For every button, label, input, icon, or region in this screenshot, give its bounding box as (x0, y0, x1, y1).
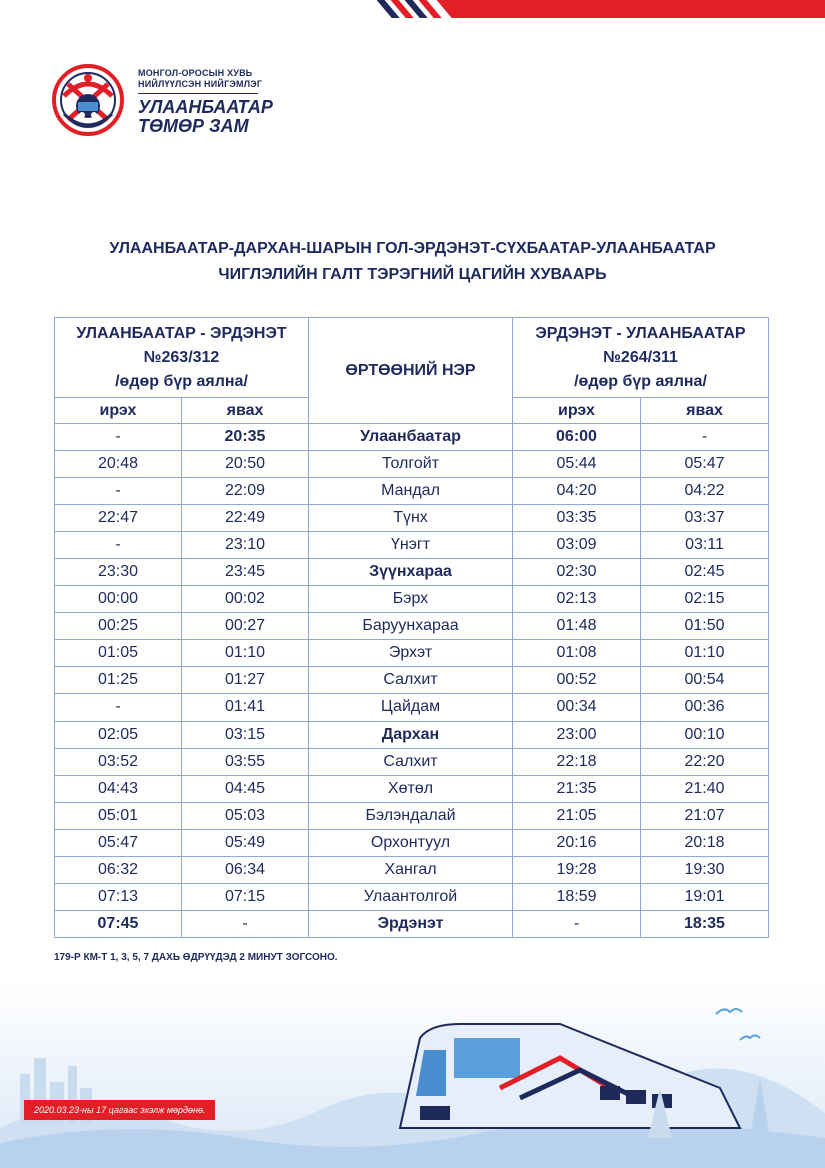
company-logo (50, 62, 290, 142)
left-arrive-cell: 00:00 (55, 586, 182, 613)
left-depart-header: явах (182, 398, 309, 424)
left-depart-cell: 05:49 (182, 829, 309, 856)
right-depart-cell: 01:10 (641, 640, 769, 667)
right-arrive-cell: 22:18 (513, 748, 641, 775)
right-depart-cell: 00:10 (641, 721, 769, 748)
right-depart-cell: - (641, 424, 769, 451)
page-title-line1: УЛААНБААТАР-ДАРХАН-ШАРЫН ГОЛ-ЭРДЭНЭТ-СҮХБААТАР-УЛААНБААТАР (109, 240, 716, 257)
page-title (0, 236, 825, 288)
right-route-name: ЭРДЭНЭТ - УЛААНБААТАР (535, 324, 746, 342)
right-arrive-cell: 00:52 (513, 667, 641, 694)
station-name-cell: Дархан (309, 721, 513, 748)
right-arrive-cell: 03:35 (513, 505, 641, 532)
station-header: ӨРТӨӨНИЙ НЭР (309, 318, 513, 424)
right-depart-cell: 04:22 (641, 478, 769, 505)
left-train-number: №263/312 (143, 348, 220, 366)
table-row (55, 451, 769, 478)
left-arrive-cell: 06:32 (55, 856, 182, 883)
table-row (55, 667, 769, 694)
timetable (54, 317, 769, 938)
table-row (55, 478, 769, 505)
table-row (55, 613, 769, 640)
table-row (55, 424, 769, 451)
left-depart-cell: - (182, 910, 309, 937)
top-stripes-decoration (365, 0, 825, 18)
left-arrive-cell: 22:47 (55, 505, 182, 532)
left-arrive-cell: - (55, 694, 182, 721)
left-depart-cell: 23:45 (182, 559, 309, 586)
station-name-cell: Бэрх (309, 586, 513, 613)
right-arrive-cell: 20:16 (513, 829, 641, 856)
left-depart-cell: 22:09 (182, 478, 309, 505)
station-name-cell: Хөтөл (309, 775, 513, 802)
right-arrive-cell: 00:34 (513, 694, 641, 721)
left-route-header (55, 318, 309, 398)
right-arrive-cell: 02:30 (513, 559, 641, 586)
left-route-name: УЛААНБААТАР - ЭРДЭНЭТ (76, 324, 287, 342)
left-depart-cell: 01:10 (182, 640, 309, 667)
right-route-days: /өдөр бүр аялна/ (574, 372, 707, 390)
right-arrive-cell: 23:00 (513, 721, 641, 748)
left-arrive-cell: 20:48 (55, 451, 182, 478)
left-depart-cell: 03:15 (182, 721, 309, 748)
table-row (55, 505, 769, 532)
station-name-cell: Салхит (309, 667, 513, 694)
logo-subtitle-line1: МОНГОЛ-ОРОСЫН ХУВЬ (138, 68, 253, 78)
left-depart-cell: 03:55 (182, 748, 309, 775)
table-row (55, 775, 769, 802)
station-name-cell: Түнх (309, 505, 513, 532)
left-depart-cell: 07:15 (182, 883, 309, 910)
table-row (55, 748, 769, 775)
right-depart-cell: 00:36 (641, 694, 769, 721)
right-depart-cell: 22:20 (641, 748, 769, 775)
station-name-cell: Эрдэнэт (309, 910, 513, 937)
right-depart-cell: 00:54 (641, 667, 769, 694)
table-row (55, 721, 769, 748)
logo-name (138, 98, 273, 136)
left-depart-cell: 04:45 (182, 775, 309, 802)
station-name-cell: Хангал (309, 856, 513, 883)
right-route-header (513, 318, 769, 398)
left-depart-cell: 23:10 (182, 532, 309, 559)
left-arrive-cell: 03:52 (55, 748, 182, 775)
right-depart-cell: 21:40 (641, 775, 769, 802)
table-row (55, 694, 769, 721)
railway-emblem-icon (50, 62, 126, 138)
left-depart-cell: 05:03 (182, 802, 309, 829)
right-depart-header: явах (641, 398, 769, 424)
right-arrive-cell: - (513, 910, 641, 937)
left-depart-cell: 06:34 (182, 856, 309, 883)
left-arrive-cell: 05:01 (55, 802, 182, 829)
left-depart-cell: 01:27 (182, 667, 309, 694)
right-arrive-cell: 03:09 (513, 532, 641, 559)
left-arrive-cell: 01:05 (55, 640, 182, 667)
train-illustration (0, 978, 825, 1168)
left-arrive-cell: 23:30 (55, 559, 182, 586)
right-depart-cell: 19:30 (641, 856, 769, 883)
page-title-line2: ЧИГЛЭЛИЙН ГАЛТ ТЭРЭГНИЙ ЦАГИЙН ХУВААРЬ (218, 266, 607, 283)
left-arrive-cell: - (55, 532, 182, 559)
right-arrive-cell: 06:00 (513, 424, 641, 451)
left-arrive-cell: - (55, 478, 182, 505)
right-arrive-cell: 01:08 (513, 640, 641, 667)
left-route-days: /өдөр бүр аялна/ (115, 372, 248, 390)
effective-date-banner: 2020.03.23-ны 17 цагаас эхэлж мөрдөнө. (24, 1100, 215, 1120)
left-arrive-cell: 07:13 (55, 883, 182, 910)
right-depart-cell: 19:01 (641, 883, 769, 910)
table-row (55, 802, 769, 829)
right-train-number: №264/311 (603, 348, 678, 366)
left-arrive-cell: 01:25 (55, 667, 182, 694)
station-name-cell: Орхонтуул (309, 829, 513, 856)
station-name-cell: Мандал (309, 478, 513, 505)
station-name-cell: Салхит (309, 748, 513, 775)
logo-name-line1: УЛААНБААТАР (138, 97, 273, 117)
table-row (55, 910, 769, 937)
station-name-cell: Зүүнхараа (309, 559, 513, 586)
table-row (55, 640, 769, 667)
left-arrive-header: ирэх (55, 398, 182, 424)
station-name-cell: Цайдам (309, 694, 513, 721)
right-arrive-cell: 19:28 (513, 856, 641, 883)
table-row (55, 559, 769, 586)
table-row (55, 532, 769, 559)
left-depart-cell: 20:50 (182, 451, 309, 478)
station-name-cell: Эрхэт (309, 640, 513, 667)
logo-subtitle-line2: НИЙЛҮҮЛСЭН НИЙГЭМЛЭГ (138, 79, 263, 89)
station-name-cell: Үнэгт (309, 532, 513, 559)
table-row (55, 883, 769, 910)
right-arrive-cell: 18:59 (513, 883, 641, 910)
table-row (55, 829, 769, 856)
right-depart-cell: 05:47 (641, 451, 769, 478)
right-arrive-cell: 01:48 (513, 613, 641, 640)
right-arrive-cell: 21:35 (513, 775, 641, 802)
logo-divider (138, 93, 258, 94)
right-depart-cell: 03:37 (641, 505, 769, 532)
left-arrive-cell: 04:43 (55, 775, 182, 802)
footnote: 179-Р КМ-Т 1, 3, 5, 7 ДАХЬ ӨДРҮҮДЭД 2 МИНУТ ЗОГСОНО. (54, 952, 338, 963)
left-depart-cell: 20:35 (182, 424, 309, 451)
left-depart-cell: 00:27 (182, 613, 309, 640)
table-row (55, 856, 769, 883)
table-row (55, 586, 769, 613)
right-depart-cell: 01:50 (641, 613, 769, 640)
left-depart-cell: 01:41 (182, 694, 309, 721)
right-arrive-cell: 02:13 (513, 586, 641, 613)
right-arrive-header: ирэх (513, 398, 641, 424)
left-arrive-cell: 00:25 (55, 613, 182, 640)
right-depart-cell: 02:45 (641, 559, 769, 586)
right-depart-cell: 20:18 (641, 829, 769, 856)
station-name-cell: Улаантолгой (309, 883, 513, 910)
station-name-cell: Бэлэндалай (309, 802, 513, 829)
left-arrive-cell: 05:47 (55, 829, 182, 856)
left-arrive-cell: 02:05 (55, 721, 182, 748)
right-depart-cell: 03:11 (641, 532, 769, 559)
left-depart-cell: 00:02 (182, 586, 309, 613)
right-depart-cell: 02:15 (641, 586, 769, 613)
right-arrive-cell: 21:05 (513, 802, 641, 829)
station-name-cell: Баруунхараа (309, 613, 513, 640)
right-arrive-cell: 05:44 (513, 451, 641, 478)
left-depart-cell: 22:49 (182, 505, 309, 532)
station-name-cell: Улаанбаатар (309, 424, 513, 451)
left-arrive-cell: - (55, 424, 182, 451)
station-name-cell: Толгойт (309, 451, 513, 478)
right-depart-cell: 18:35 (641, 910, 769, 937)
right-arrive-cell: 04:20 (513, 478, 641, 505)
left-arrive-cell: 07:45 (55, 910, 182, 937)
right-depart-cell: 21:07 (641, 802, 769, 829)
logo-name-line2: ТӨМӨР ЗАМ (138, 116, 249, 136)
logo-subtitle (138, 68, 262, 90)
